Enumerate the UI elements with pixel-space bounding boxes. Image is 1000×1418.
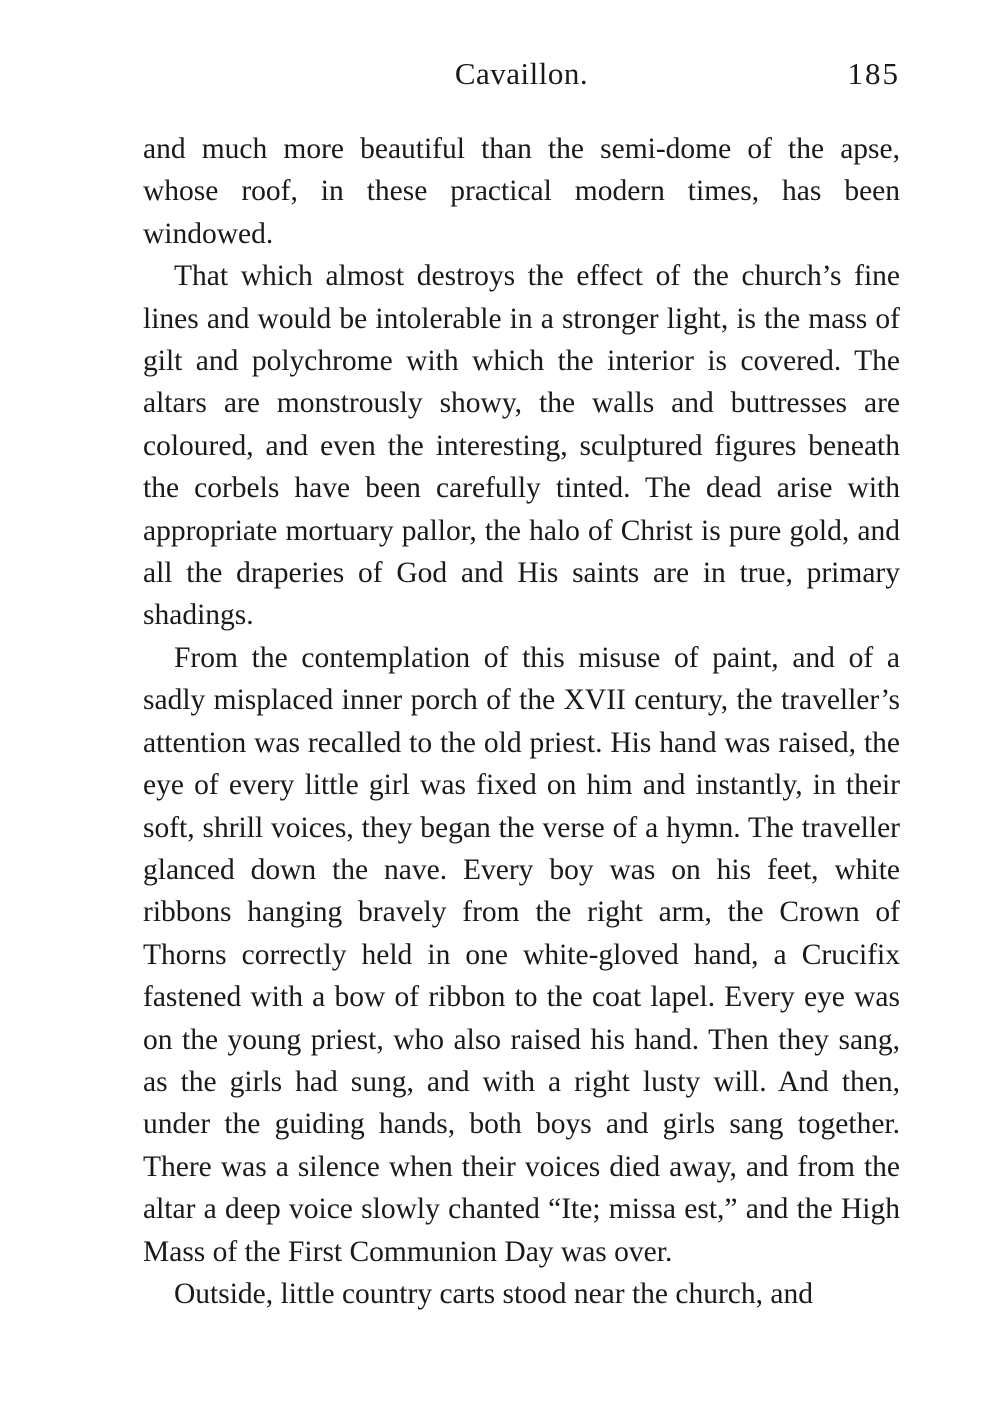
paragraph-last: Outside, little country carts stood near the church, and — [174, 1277, 813, 1310]
paragraph: From the contemplation of this misuse of paint, and of a sadly misplaced inner porch of the XVII century, the traveller’s attention was recalled to the old priest. His hand was raised, the eye of every little girl was fixed on him and instantly, in their soft, shrill voices, they began the verse of a hymn. The traveller glanced down the nave. Every boy was on his feet, white ribbons hanging bravely from the right arm, the Crown of Thorns correctly held in one white-gloved hand, a Crucifix fastened with a bow of ribbon to the coat lapel. Every eye was on the young priest, who also raised his hand. Then they sang, as the girls had sung, and with a right lusty will. And then, under the guiding hands, both boys and girls sang together. There was a silence when their voices died away, and from the altar a deep voice slowly chanted “Ite; missa est,” and the High Mass of the First Communion Day was over. — [143, 641, 900, 1268]
body-text — [143, 128, 900, 1315]
paragraph-continued: and much more beautiful than the semi-dome of the apse, whose roof, in these practical modern times, has been windowed. — [143, 133, 900, 250]
running-head — [143, 56, 900, 96]
page-number: 185 — [847, 56, 900, 91]
running-title: Cavaillon. — [454, 56, 589, 91]
paragraph: That which almost destroys the effect of the church’s fine lines and would be intolerable in a stronger light, is the mass of gilt and polychrome with which the interior is covered. The altars are monstrously showy, the walls and buttresses are coloured, and even the interesting, sculptured figures beneath the corbels have been carefully tinted. The dead arise with appropriate mortuary pallor, the halo of Christ is pure gold, and all the draperies of God and His saints are in true, primary shadings. — [143, 260, 900, 632]
